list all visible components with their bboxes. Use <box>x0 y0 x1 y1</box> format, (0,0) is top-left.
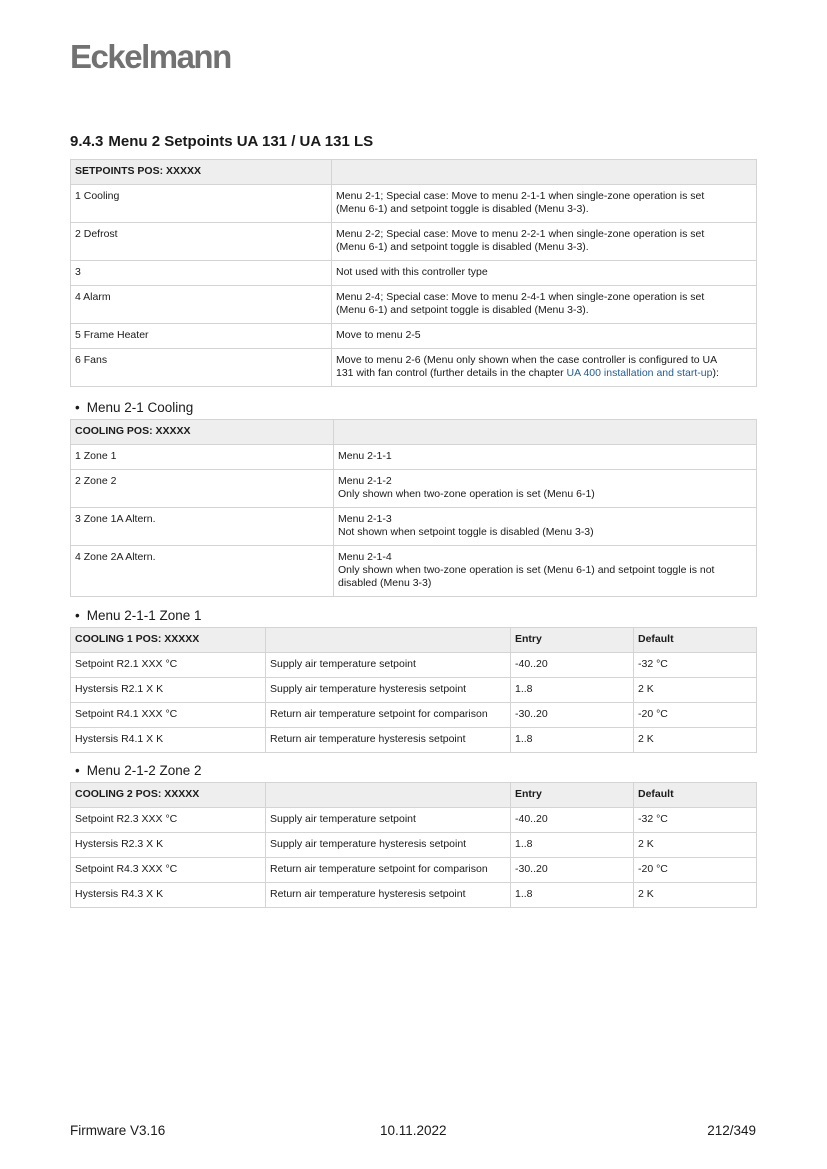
header-cell: COOLING 2 POS: XXXXX <box>71 783 266 808</box>
table-row <box>71 185 757 223</box>
zone1-table <box>70 627 757 753</box>
table-header-row <box>71 783 757 808</box>
bullet-heading-zone2: • Menu 2-1-2 Zone 2 <box>75 763 202 778</box>
entry-cell: 1..8 <box>511 833 634 858</box>
menu-item-label: 2 Zone 2 <box>71 470 334 508</box>
entry-cell: -40..20 <box>511 653 634 678</box>
table-row <box>71 653 757 678</box>
menu-item-description: Menu 2-1-3 Not shown when setpoint toggle is disabled (Menu 3-3) <box>334 508 757 546</box>
entry-cell: 1..8 <box>511 728 634 753</box>
table-row <box>71 223 757 261</box>
table-row <box>71 349 757 387</box>
header-cell <box>266 783 511 808</box>
menu-item-label: 6 Fans <box>71 349 332 387</box>
chapter-link[interactable]: UA 400 installation and start-up <box>566 367 713 379</box>
header-cell <box>334 420 757 445</box>
default-cell: 2 K <box>634 883 757 908</box>
table-row <box>71 445 757 470</box>
menu-item-label: 3 Zone 1A Altern. <box>71 508 334 546</box>
eckelmann-logo: Eckelmann <box>70 38 231 75</box>
menu-item-label: 5 Frame Heater <box>71 324 332 349</box>
default-cell: -32 °C <box>634 808 757 833</box>
table-row <box>71 508 757 546</box>
table-row <box>71 678 757 703</box>
header-cell: SETPOINTS POS: XXXXX <box>71 160 332 185</box>
description-cell: Return air temperature setpoint for comparison <box>266 858 511 883</box>
header-cell: COOLING POS: XXXXX <box>71 420 334 445</box>
description-cell: Return air temperature hysteresis setpoint <box>266 728 511 753</box>
section-heading <box>70 133 373 150</box>
setpoints-table <box>70 159 757 387</box>
entry-cell: 1..8 <box>511 883 634 908</box>
menu-item-label: 1 Zone 1 <box>71 445 334 470</box>
menu-item-label: 2 Defrost <box>71 223 332 261</box>
table-header-row <box>71 160 757 185</box>
header-cell: COOLING 1 POS: XXXXX <box>71 628 266 653</box>
description-cell: Supply air temperature setpoint <box>266 653 511 678</box>
bullet-heading-zone1: • Menu 2-1-1 Zone 1 <box>75 608 202 623</box>
default-cell: -20 °C <box>634 703 757 728</box>
parameter-cell: Setpoint R4.1 XXX °C <box>71 703 266 728</box>
footer-firmware: Firmware V3.16 <box>70 1123 166 1138</box>
header-cell: Entry <box>511 628 634 653</box>
entry-cell: -30..20 <box>511 858 634 883</box>
menu-item-label: 4 Zone 2A Altern. <box>71 546 334 597</box>
menu-item-description: Menu 2-1-4 Only shown when two-zone operation is set (Menu 6-1) and setpoint toggle is not disabled (Menu 3-3) <box>334 546 757 597</box>
parameter-cell: Setpoint R4.3 XXX °C <box>71 858 266 883</box>
description-cell: Supply air temperature hysteresis setpoint <box>266 833 511 858</box>
bullet-heading-cooling: • Menu 2-1 Cooling <box>75 400 194 415</box>
menu-item-description: Menu 2-1; Special case: Move to menu 2-1-1 when single-zone operation is set (Menu 6-1) and setpoint toggle is disabled (Menu 3-3). <box>332 185 757 223</box>
section-title: Menu 2 Setpoints UA 131 / UA 131 LS <box>108 133 374 150</box>
cooling-menu-table <box>70 419 757 597</box>
table-row <box>71 728 757 753</box>
menu-item-description: Menu 2-4; Special case: Move to menu 2-4-1 when single-zone operation is set (Menu 6-1) and setpoint toggle is disabled (Menu 3-3). <box>332 286 757 324</box>
parameter-cell: Setpoint R2.1 XXX °C <box>71 653 266 678</box>
parameter-cell: Hystersis R4.3 X K <box>71 883 266 908</box>
menu-item-description: Menu 2-1-1 <box>334 445 757 470</box>
table-row <box>71 808 757 833</box>
menu-item-label: 3 <box>71 261 332 286</box>
table-row <box>71 833 757 858</box>
description-cell: Supply air temperature hysteresis setpoint <box>266 678 511 703</box>
menu-item-description: Menu 2-2; Special case: Move to menu 2-2-1 when single-zone operation is set (Menu 6-1) and setpoint toggle is disabled (Menu 3-3). <box>332 223 757 261</box>
table-header-row <box>71 420 757 445</box>
menu-item-description: Menu 2-1-2 Only shown when two-zone operation is set (Menu 6-1) <box>334 470 757 508</box>
menu-item-label: 4 Alarm <box>71 286 332 324</box>
header-cell <box>266 628 511 653</box>
default-cell: -32 °C <box>634 653 757 678</box>
description-cell: Return air temperature hysteresis setpoint <box>266 883 511 908</box>
default-cell: -20 °C <box>634 858 757 883</box>
description-cell: Return air temperature setpoint for comparison <box>266 703 511 728</box>
header-cell <box>332 160 757 185</box>
menu-item-label: 1 Cooling <box>71 185 332 223</box>
description-cell: Supply air temperature setpoint <box>266 808 511 833</box>
header-cell: Entry <box>511 783 634 808</box>
menu-item-description: Not used with this controller type <box>332 261 757 286</box>
table-row <box>71 261 757 286</box>
default-cell: 2 K <box>634 833 757 858</box>
zone2-table <box>70 782 757 908</box>
table-row <box>71 883 757 908</box>
entry-cell: -30..20 <box>511 703 634 728</box>
section-number: 9.4.3 <box>70 133 104 150</box>
parameter-cell: Hystersis R2.3 X K <box>71 833 266 858</box>
menu-item-description: Move to menu 2-6 (Menu only shown when the case controller is configured to UA 131 with fan control (further details in the chapter UA 400 installation and start-up): <box>332 349 757 387</box>
table-row <box>71 546 757 597</box>
table-row <box>71 858 757 883</box>
table-row <box>71 470 757 508</box>
table-header-row <box>71 628 757 653</box>
parameter-cell: Hystersis R2.1 X K <box>71 678 266 703</box>
entry-cell: -40..20 <box>511 808 634 833</box>
footer-page-number: 212/349 <box>707 1123 756 1138</box>
footer-date: 10.11.2022 <box>380 1123 447 1138</box>
default-cell: 2 K <box>634 728 757 753</box>
parameter-cell: Hystersis R4.1 X K <box>71 728 266 753</box>
table-row <box>71 703 757 728</box>
table-row <box>71 286 757 324</box>
header-cell: Default <box>634 783 757 808</box>
menu-item-description: Move to menu 2-5 <box>332 324 757 349</box>
default-cell: 2 K <box>634 678 757 703</box>
table-row <box>71 324 757 349</box>
entry-cell: 1..8 <box>511 678 634 703</box>
parameter-cell: Setpoint R2.3 XXX °C <box>71 808 266 833</box>
header-cell: Default <box>634 628 757 653</box>
